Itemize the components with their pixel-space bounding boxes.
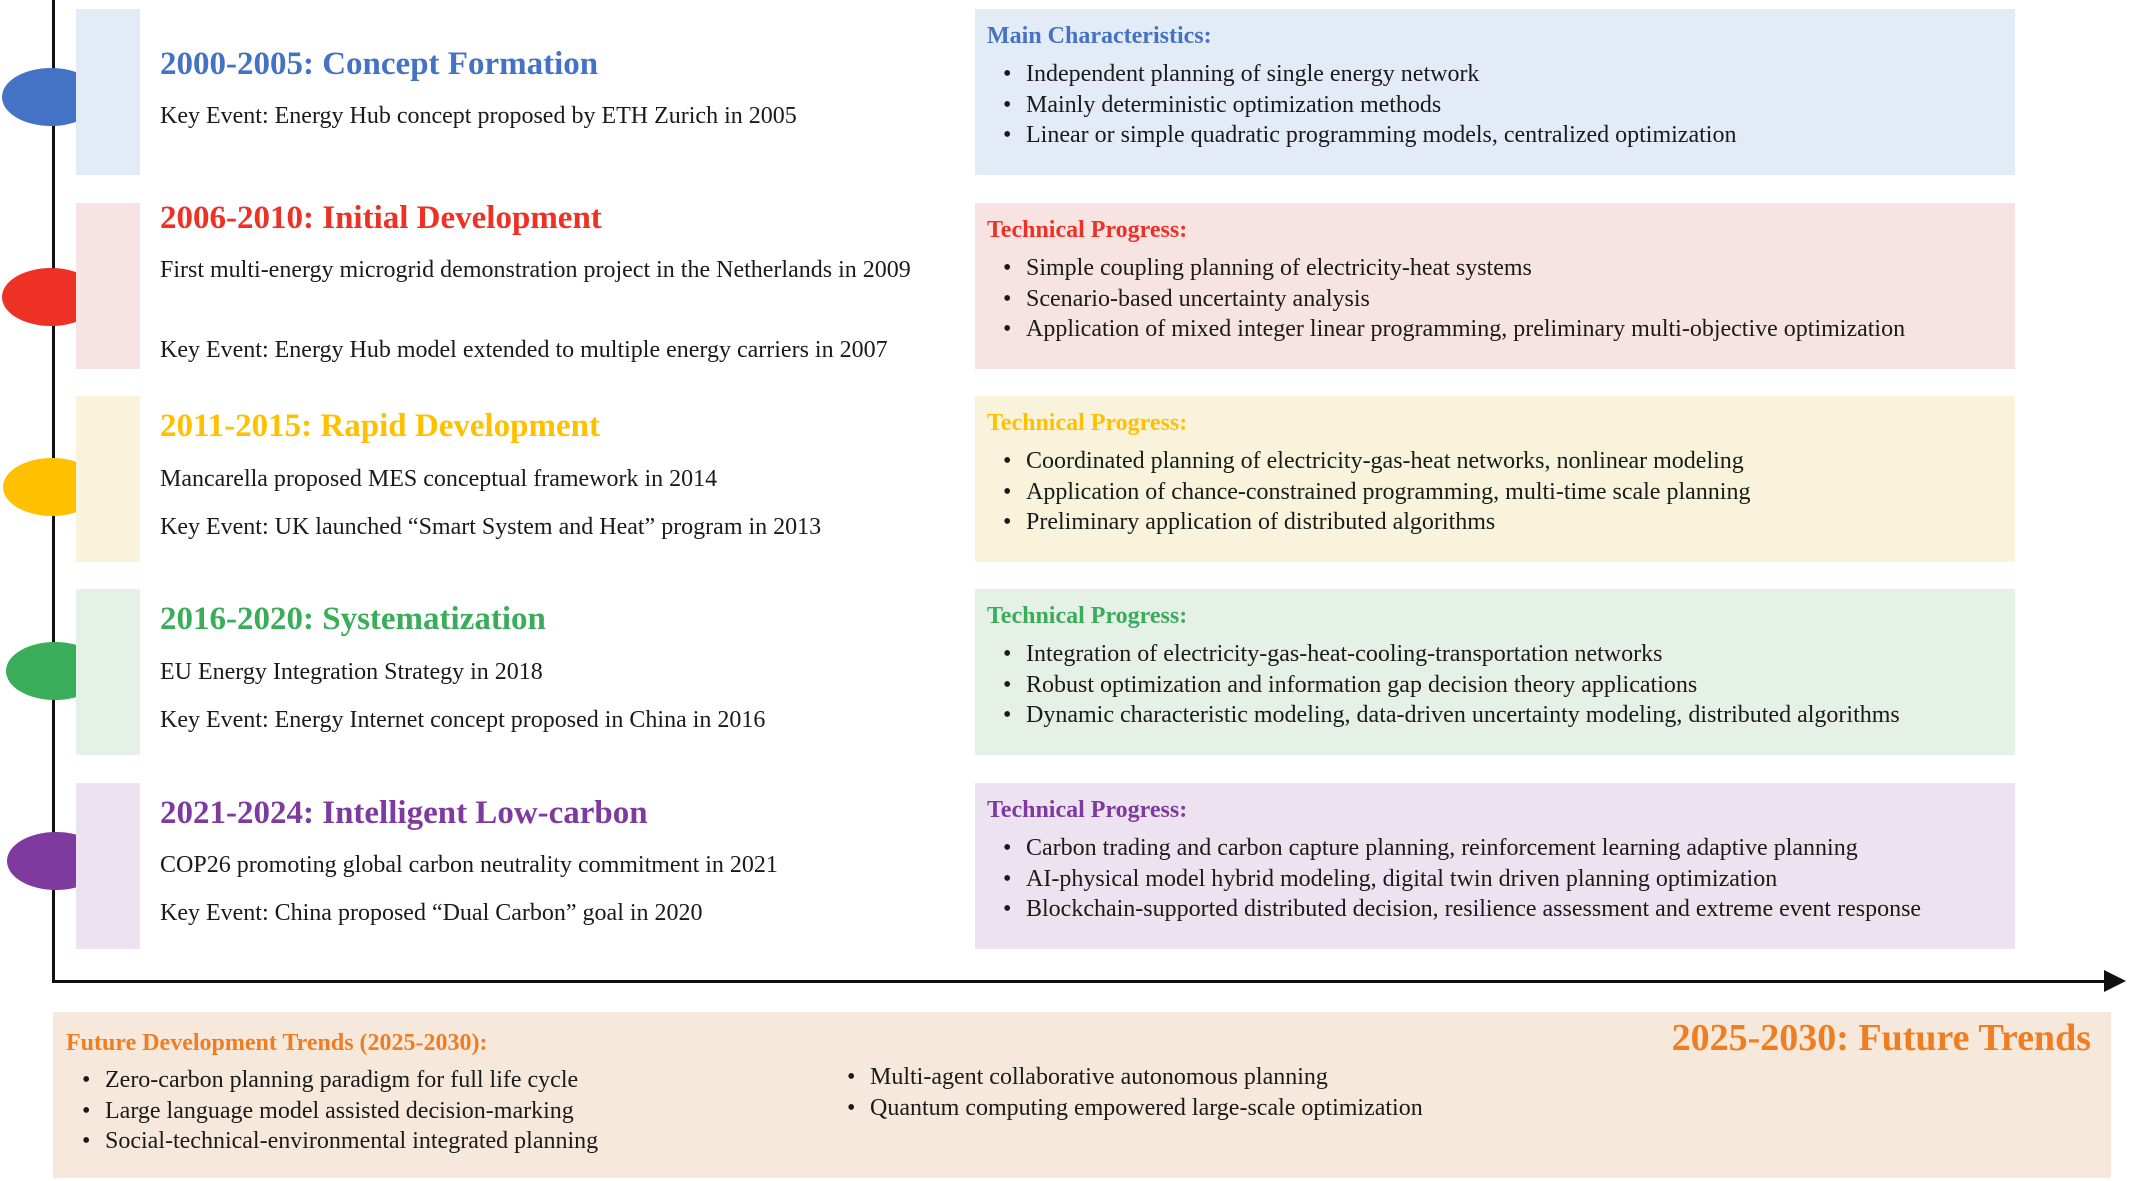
technical-progress-list [987,639,2003,731]
technical-progress-list [987,253,2003,345]
list-item: • Multi-agent collaborative autonomous planning [831,1062,1423,1093]
period-event: Key Event: Energy Internet concept proposed in China in 2016 [160,707,766,733]
future-trends-heading: Future Development Trends (2025-2030): [66,1030,488,1056]
list-item: • Mainly deterministic optimization methods [987,90,2003,121]
list-item: • Social-technical-environmental integrated planning [66,1126,598,1157]
period-event: Key Event: Energy Hub model extended to multiple energy carriers in 2007 [160,337,888,363]
technical-progress-list [987,446,2003,538]
box-heading: Technical Progress: [987,410,1188,436]
box-heading: Technical Progress: [987,797,1188,823]
characteristics-box-2000-2005 [975,9,2015,175]
list-item: • Carbon trading and carbon capture planning, reinforcement learning adaptive planning [987,833,2003,864]
list-item: • Blockchain-supported distributed decision, resilience assessment and extreme event response [987,894,2003,925]
period-title-2021-2024: 2021-2024: Intelligent Low-carbon [160,795,648,831]
period-event: Key Event: UK launched “Smart System and Heat” program in 2013 [160,514,822,540]
list-item: • Large language model assisted decision-marking [66,1096,598,1127]
period-title-2016-2020: 2016-2020: Systematization [160,601,546,637]
list-item: • Application of mixed integer linear programming, preliminary multi-objective optimization [987,314,2003,345]
time-axis-arrow-icon [2104,970,2126,992]
technical-progress-box-2006-2010 [975,203,2015,369]
period-title-2011-2015: 2011-2015: Rapid Development [160,408,600,444]
period-event: COP26 promoting global carbon neutrality commitment in 2021 [160,852,778,878]
list-item: • Preliminary application of distributed algorithms [987,507,2003,538]
list-item: • Scenario-based uncertainty analysis [987,284,2003,315]
list-item: • Quantum computing empowered large-scale optimization [831,1093,1423,1124]
period-title-2006-2010: 2006-2010: Initial Development [160,200,602,236]
characteristics-list [987,59,2003,151]
period-event: First multi-energy microgrid demonstration project in the Netherlands in 2009 [160,257,911,283]
future-trends-list-right [831,1062,1423,1123]
period-event: Key Event: China proposed “Dual Carbon” goal in 2020 [160,900,703,926]
technical-progress-box-2021-2024 [975,783,2015,949]
period-stripe-2016-2020 [76,589,140,755]
list-item: • Independent planning of single energy network [987,59,2003,90]
technical-progress-box-2016-2020 [975,589,2015,755]
period-stripe-2006-2010 [76,203,140,369]
list-item: • Linear or simple quadratic programming models, centralized optimization [987,120,2003,151]
list-item: • AI-physical model hybrid modeling, digital twin driven planning optimization [987,864,2003,895]
future-trends-title: 2025-2030: Future Trends [1671,1017,2091,1059]
future-trends-list-left [66,1065,598,1157]
box-heading: Technical Progress: [987,217,1188,243]
technical-progress-list [987,833,2003,925]
list-item: • Coordinated planning of electricity-gas-heat networks, nonlinear modeling [987,446,2003,477]
list-item: • Zero-carbon planning paradigm for full life cycle [66,1065,598,1096]
period-event: EU Energy Integration Strategy in 2018 [160,659,543,685]
future-trends-box [53,1012,2111,1178]
period-event: Mancarella proposed MES conceptual framework in 2014 [160,466,718,492]
time-axis [52,980,2112,983]
box-heading: Technical Progress: [987,603,1188,629]
period-title-2000-2005: 2000-2005: Concept Formation [160,46,599,82]
period-stripe-2011-2015 [76,396,140,562]
period-stripe-2000-2005 [76,9,140,175]
box-heading: Main Characteristics: [987,23,1212,49]
period-stripe-2021-2024 [76,783,140,949]
list-item: • Application of chance-constrained programming, multi-time scale planning [987,477,2003,508]
list-item: • Integration of electricity-gas-heat-cooling-transportation networks [987,639,2003,670]
list-item: • Dynamic characteristic modeling, data-driven uncertainty modeling, distributed algorithms [987,700,2003,731]
period-event: Key Event: Energy Hub concept proposed by ETH Zurich in 2005 [160,103,797,129]
technical-progress-box-2011-2015 [975,396,2015,562]
list-item: • Robust optimization and information gap decision theory applications [987,670,2003,701]
list-item: • Simple coupling planning of electricity-heat systems [987,253,2003,284]
